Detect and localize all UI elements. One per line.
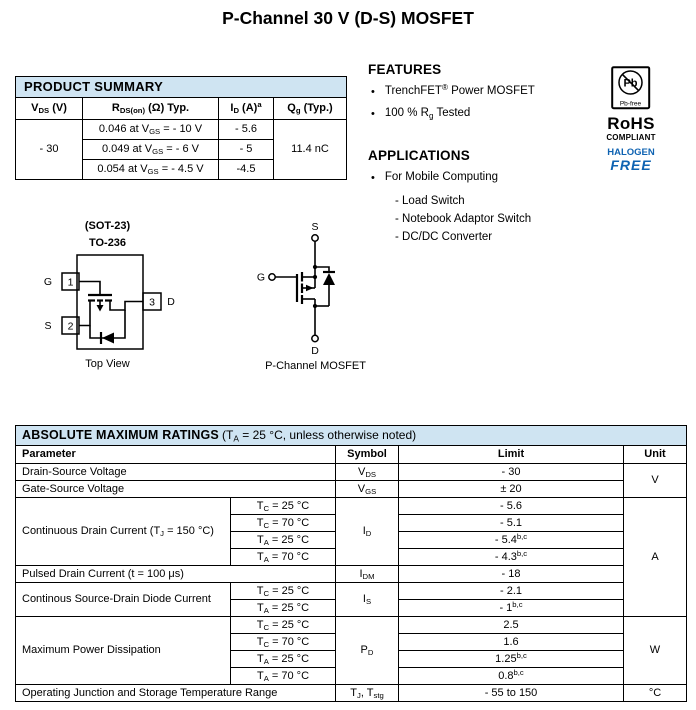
- cell-rds-2: 0.049 at $V_{GS}$ = - 6 V: [83, 140, 219, 160]
- pb-free-label: Pb-free: [619, 100, 642, 108]
- page-title: P-Channel 30 V (D-S) MOSFET: [222, 8, 474, 28]
- gate-terminal-label: G: [256, 271, 266, 284]
- col-header-symbol: Symbol: [336, 446, 399, 464]
- pb-free-icon: [611, 66, 651, 111]
- limit-idm: - 18: [399, 566, 624, 583]
- condition-ta70: $T_A = 70$ °C: [231, 668, 336, 685]
- symbol-caption: P-Channel MOSFET: [265, 360, 366, 372]
- condition-ta25: $T_A = 25$ °C: [231, 532, 336, 549]
- symbol-id: $I_D$: [336, 498, 399, 566]
- condition-tc70: $T_C = 70$ °C: [231, 634, 336, 651]
- limit-pd-2: 1.6: [399, 634, 624, 651]
- param-idm: Pulsed Drain Current (t = 100 μs): [16, 566, 336, 583]
- symbol-tj: $T_J$, $T_{stg}$: [336, 685, 399, 702]
- table-row: [16, 498, 687, 515]
- application-sub-item: - Notebook Adaptor Switch: [395, 213, 532, 226]
- drain-terminal: [312, 335, 318, 341]
- source-label: S: [44, 320, 52, 332]
- condition-ta70: $T_A = 70$ °C: [231, 549, 336, 566]
- limit-tj: - 55 to 150: [399, 685, 624, 702]
- application-sub-items: [395, 193, 603, 246]
- table-row: [16, 685, 687, 702]
- package-name-sot23: (SOT-23): [84, 220, 131, 232]
- symbol-is: $I_S$: [336, 583, 399, 617]
- abs-max-title-text: ABSOLUTE MAXIMUM RATINGS: [22, 428, 219, 443]
- source-terminal-label: S: [311, 221, 319, 233]
- product-summary-header-row: [16, 98, 347, 120]
- cell-vds: - 30: [16, 120, 83, 180]
- gate-label: G: [43, 276, 53, 288]
- halogen-free-label: FREE: [610, 157, 652, 174]
- features-section: [368, 62, 603, 130]
- product-summary-title-row: [16, 77, 347, 98]
- col-header-vds: $V_{DS}$ (V): [16, 98, 83, 120]
- param-id: Continuous Drain Current ($T_J = 150$ °C): [16, 498, 231, 566]
- applications-section: [368, 148, 603, 247]
- abs-max-title: [16, 426, 687, 446]
- mosfet-symbol: [248, 218, 383, 372]
- col-header-id: $I_D$ $(A)^a$: [219, 98, 274, 120]
- condition-tc25: $T_C = 25$ °C: [231, 617, 336, 634]
- feature-item-label: TrenchFET® Power MOSFET: [384, 82, 535, 97]
- application-sub-item: - DC/DC Converter: [395, 230, 493, 243]
- p-channel-mosfet-icon: [248, 218, 383, 358]
- param-is: Continous Source-Drain Diode Current: [16, 583, 231, 617]
- drain-terminal-label: D: [311, 345, 319, 357]
- abs-max-ratings-table: [15, 425, 687, 702]
- symbol-vds: $V_{DS}$: [336, 464, 399, 481]
- col-header-limit: Limit: [399, 446, 624, 464]
- limit-id-3: - 5.4$^{b,c}$: [399, 532, 624, 549]
- condition-tc25: $T_C = 25$ °C: [231, 583, 336, 600]
- table-row: [16, 566, 687, 583]
- col-header-qg: $Q_g$ (Typ.): [274, 98, 347, 120]
- param-vgs: Gate-Source Voltage: [16, 481, 336, 498]
- condition-tc25: $T_C = 25$ °C: [231, 498, 336, 515]
- unit-w: W: [624, 617, 687, 685]
- limit-vds: - 30: [399, 464, 624, 481]
- symbol-idm: $I_{DM}$: [336, 566, 399, 583]
- halogen-label: HALOGEN: [607, 146, 655, 158]
- unit-c: °C: [624, 685, 687, 702]
- unit-a: A: [624, 498, 687, 617]
- source-terminal: [312, 235, 318, 241]
- cell-id-2: - 5: [219, 140, 274, 160]
- limit-vgs: ± 20: [399, 481, 624, 498]
- cell-qg: 11.4 nC: [274, 120, 347, 180]
- limit-pd-1: 2.5: [399, 617, 624, 634]
- product-summary-row: [16, 120, 347, 140]
- param-vds: Drain-Source Voltage: [16, 464, 336, 481]
- limit-id-4: - 4.3$^{b,c}$: [399, 549, 624, 566]
- pin1-label: 1: [67, 276, 74, 289]
- pin2-label: 2: [67, 320, 74, 333]
- symbol-pd: $P_D$: [336, 617, 399, 685]
- product-summary-title: PRODUCT SUMMARY: [16, 77, 347, 98]
- body-diode-icon: [101, 332, 114, 344]
- application-item-label: For Mobile Computing: [384, 171, 498, 183]
- table-row: [16, 481, 687, 498]
- unit-v: V: [624, 464, 687, 498]
- condition-ta25: $T_A = 25$ °C: [231, 600, 336, 617]
- feature-item: [371, 107, 603, 121]
- abs-max-title-note: ($T_A = 25$ °C, unless otherwise noted): [221, 428, 417, 444]
- table-row: [16, 583, 687, 600]
- pin3-label: 3: [149, 296, 155, 309]
- p-channel-arrow-icon: [306, 285, 314, 291]
- top-view-caption: Top View: [85, 358, 130, 370]
- col-header-rds: $R_{DS(on)}$ (Ω) Typ.: [83, 98, 219, 120]
- param-tj: Operating Junction and Storage Temperature Range: [16, 685, 336, 702]
- bullet-icon: •: [371, 108, 375, 121]
- applications-heading: APPLICATIONS: [368, 148, 470, 163]
- features-heading: FEATURES: [368, 62, 442, 77]
- pb-label: Pb: [623, 77, 638, 90]
- compliance-badges: [594, 66, 668, 173]
- feature-item-label: 100 % $R_g$ Tested: [384, 107, 471, 121]
- limit-id-1: - 5.6: [399, 498, 624, 515]
- application-sub-item: - Load Switch: [395, 195, 465, 208]
- bullet-icon: •: [371, 86, 375, 98]
- condition-ta25: $T_A = 25$ °C: [231, 651, 336, 668]
- limit-pd-4: 0.8$^{b,c}$: [399, 668, 624, 685]
- gate-terminal: [269, 274, 275, 280]
- cell-rds-3: 0.054 at $V_{GS}$ = - 4.5 V: [83, 160, 219, 180]
- internal-mosfet-icon: [79, 282, 143, 345]
- bullet-icon: •: [371, 172, 375, 184]
- product-summary-table: [15, 76, 347, 180]
- table-row: [16, 464, 687, 481]
- limit-is-2: - 1$^{b,c}$: [399, 600, 624, 617]
- feature-item: [371, 82, 603, 99]
- symbol-vgs: $V_{GS}$: [336, 481, 399, 498]
- cell-rds-1: 0.046 at $V_{GS}$ = - 10 V: [83, 120, 219, 140]
- body-diode-icon: [323, 272, 335, 306]
- condition-tc70: $T_C = 70$ °C: [231, 515, 336, 532]
- rohs-label: RoHS: [607, 114, 655, 133]
- application-item: [371, 171, 603, 185]
- abs-max-title-row: [16, 426, 687, 446]
- col-header-unit: Unit: [624, 446, 687, 464]
- abs-max-header-row: [16, 446, 687, 464]
- param-pd: Maximum Power Dissipation: [16, 617, 231, 685]
- limit-pd-3: 1.25$^{b,c}$: [399, 651, 624, 668]
- rohs-compliant-label: COMPLIANT: [606, 132, 656, 142]
- package-name-to236: TO-236: [88, 236, 127, 249]
- table-row: [16, 617, 687, 634]
- drain-label: D: [167, 296, 175, 308]
- limit-is-1: - 2.1: [399, 583, 624, 600]
- cell-id-3: -4.5: [219, 160, 274, 180]
- package-drawing: [25, 218, 190, 370]
- col-header-parameter: Parameter: [16, 446, 336, 464]
- limit-id-2: - 5.1: [399, 515, 624, 532]
- cell-id-1: - 5.6: [219, 120, 274, 140]
- sot23-top-view-icon: [25, 254, 190, 354]
